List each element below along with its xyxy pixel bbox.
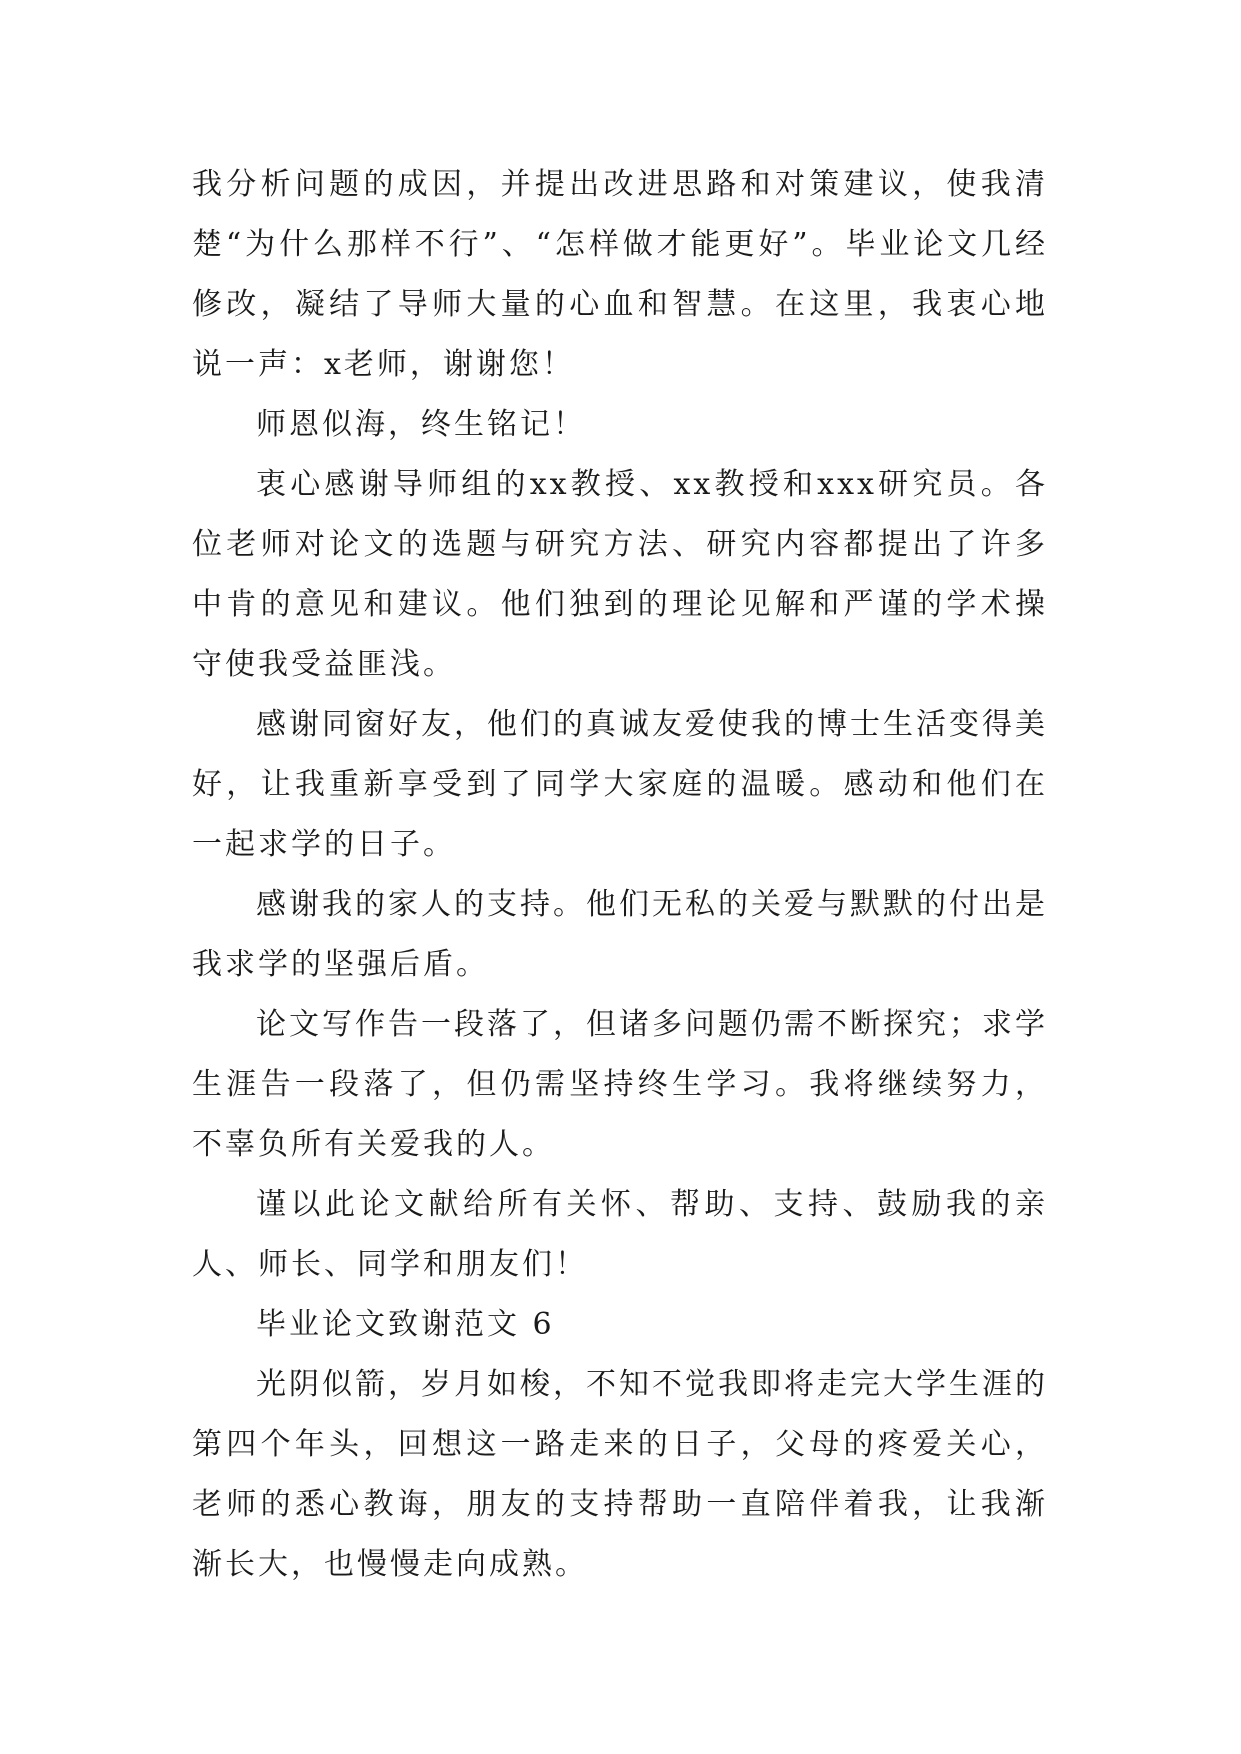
paragraph: 论文写作告一段落了，但诸多问题仍需不断探究；求学生涯告一段落了，但仍需坚持终生学习。我将继续努力，不辜负所有关爱我的人。 [192, 1007, 1048, 1162]
document-body [192, 155, 1048, 1595]
paragraph-continued: 我分析问题的成因，并提出改进思路和对策建议，使我清楚“为什么那样不行”、“怎样做才能更好”。毕业论文几经修改，凝结了导师大量的心血和智慧。在这里，我衷心地说一声：x老师，谢谢您！ [192, 167, 1048, 382]
section-heading: 毕业论文致谢范文 6 [256, 1307, 555, 1342]
paragraph: 衷心感谢导师组的xx教授、xx教授和xxx研究员。各位老师对论文的选题与研究方法、研究内容都提出了许多中肯的意见和建议。他们独到的理论见解和严谨的学术操守使我受益匪浅。 [192, 467, 1048, 682]
paragraph: 光阴似箭，岁月如梭，不知不觉我即将走完大学生涯的第四个年头，回想这一路走来的日子，父母的疼爱关心，老师的悉心教诲，朋友的支持帮助一直陪伴着我，让我渐渐长大，也慢慢走向成熟。 [192, 1367, 1048, 1582]
paragraph: 感谢我的家人的支持。他们无私的关爱与默默的付出是我求学的坚强后盾。 [192, 887, 1048, 982]
paragraph: 感谢同窗好友，他们的真诚友爱使我的博士生活变得美好，让我重新享受到了同学大家庭的温暖。感动和他们在一起求学的日子。 [192, 707, 1048, 862]
paragraph: 谨以此论文献给所有关怀、帮助、支持、鼓励我的亲人、师长、同学和朋友们！ [192, 1187, 1048, 1282]
paragraph: 师恩似海，终生铭记！ [256, 407, 586, 442]
